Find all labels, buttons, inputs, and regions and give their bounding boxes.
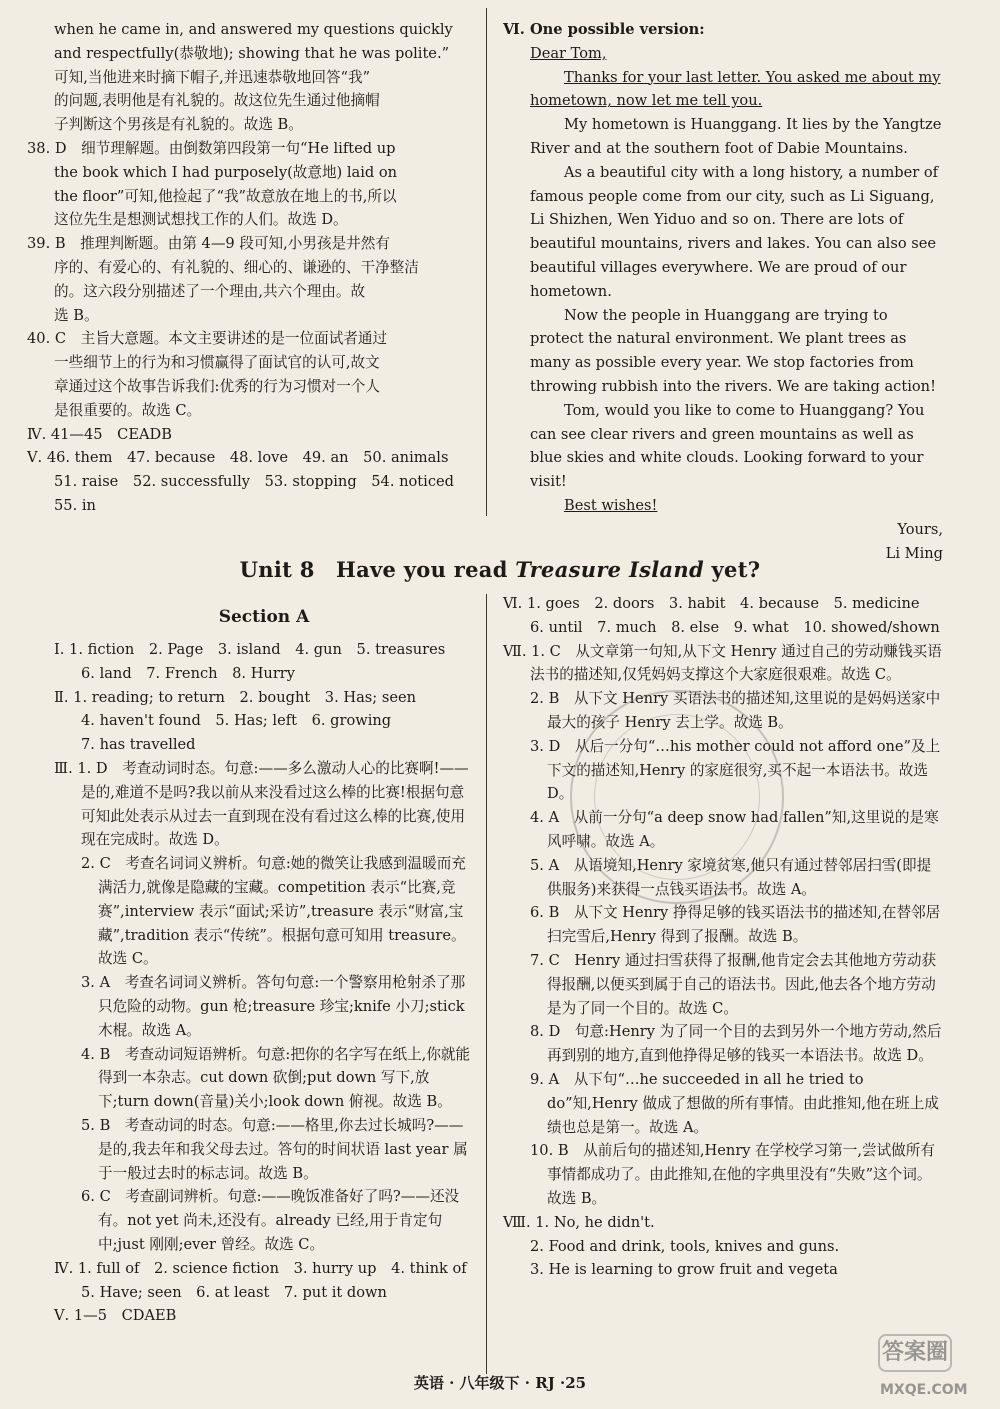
- text-line: 的。这六段分别描述了一个理由,共六个理由。故: [54, 282, 366, 300]
- unit-title: [0, 554, 1000, 584]
- answer-item: 4. A 从前一分句“a deep snow had fallen”知,这里说的是寒风呼啸。故选 A。: [530, 809, 939, 850]
- answer-item: 6. C 考查副词辨析。句意:——晚饭准备好了吗?——还没有。not yet 尚未,还没有。already 已经,用于肯定句中;just 刚刚;ever 曾经。故选 C。: [81, 1188, 460, 1253]
- site-watermark-url: MXQE.COM: [880, 1382, 968, 1398]
- answer-line: 6. until 7. much 8. else 9. what 10. showed/shown: [530, 618, 940, 636]
- answer-item: 7. C Henry 通过扫雪获得了报酬,他肯定会去其他地方劳动获得报酬,以便买到属于自己的语法书。因此,他去各个地方劳动是为了同一个目的。故选 C。: [530, 951, 937, 1017]
- answer-item: 5. A 从语境知,Henry 家境贫寒,他只有通过替邻居扫雪(即提供服务)来获得一点钱买语法书。故选 A。: [530, 856, 932, 898]
- answer-line: Ⅰ. 1. fiction 2. Page 3. island 4. gun 5. treasures: [54, 641, 446, 658]
- letter-paragraph-3: As a beautiful city with a long history, a number of famous people come from our city, such as Li Siguang, Li Shizhen, Wen Yiduo and so on. There are lots of beautiful mountains, rivers and lakes. You can also see beautiful villages everywhere. We are proud of our hometown.: [530, 163, 939, 300]
- letter-paragraph-4: Now the people in Huanggang are trying to protect the natural environment. We plant trees as many as possible every year. We stop factories from throwing rubbish into the rivers. We are taking action!: [530, 306, 936, 395]
- text-line: 一些细节上的行为和习惯赢得了面试官的认可,故文: [54, 354, 380, 372]
- text-line: and respectfully(恭敬地); showing that he was polite.”: [54, 44, 450, 62]
- section-a-left-column: [54, 638, 474, 1328]
- letter-paragraph-5: Tom, would you like to come to Huanggang? You can see clear rivers and green mountains as well as blue skies and white clouds. Looking forward to your visit!: [530, 401, 925, 491]
- answer-39: 39. B 推理判断题。由第 4—9 段可知,小男孩是井然有: [27, 235, 390, 253]
- text-line: the book which I had purposely(故意地) laid on: [54, 163, 398, 181]
- answer-item: 9. A 从下句“…he succeeded in all he tried to do”知,Henry 做成了想做的所有事情。由此推知,他在班上成绩也总是第一。故选 A。: [530, 1070, 939, 1136]
- section-a-right-column: [503, 592, 943, 1282]
- answer-38: 38. D 细节理解题。由倒数第四段第一句“He lifted up: [27, 139, 396, 157]
- sample-letter: [503, 18, 943, 565]
- text-line: 55. in: [54, 496, 96, 514]
- text-line: 的问题,表明他是有礼貌的。故这位先生通过他摘帽: [54, 92, 380, 110]
- answer-item: 8. D 句意:Henry 为了同一个目的去到另外一个地方劳动,然后再到别的地方,直到他挣得足够的钱买一本语法书。故选 D。: [530, 1023, 942, 1065]
- text-line: 序的、有爱心的、有礼貌的、细心的、谦逊的、干净整洁: [54, 258, 419, 276]
- section-v-answers: Ⅴ. 46. them 47. because 48. love 49. an 50. animals: [27, 449, 449, 467]
- answer-item: 5. B 考查动词的时态。句意:——格里,你去过长城吗?——是的,我去年和我父母去过。答句的时间状语 last year 属于一般过去时的标志词。故选 B。: [81, 1116, 468, 1182]
- text-line: 子判断这个男孩是有礼貌的。故选 B。: [54, 116, 303, 134]
- answer-item: 3. A 考查名词词义辨析。答句句意:一个警察用枪射杀了那只危险的动物。gun 枪;treasure 珍宝;knife 小刀;stick 木棍。故选 A。: [81, 974, 466, 1039]
- answer-item: 2. B 从下文 Henry 买语法书的描述知,这里说的是妈妈送家中最大的孩子 Henry 去上学。故选 B。: [530, 690, 941, 731]
- text-line: when he came in, and answered my questions quickly: [54, 21, 453, 38]
- letter-sign-yours: Yours,: [897, 520, 943, 538]
- answer-item: 6. B 从下文 Henry 挣得足够的钱买语法书的描述知,在替邻居扫完雪后,Henry 得到了报酬。故选 B。: [530, 904, 941, 946]
- answer-line: Ⅳ. 1. full of 2. science fiction 3. hurry up 4. think of: [54, 1259, 467, 1277]
- answer-item: 10. B 从前后句的描述知,Henry 在学校学习第一,尝试做所有事情都成功了。由此推知,在他的字典里没有“失败”这个词。故选 B。: [530, 1142, 935, 1207]
- answer-line: 5. Have; seen 6. at least 7. put it down: [81, 1283, 387, 1301]
- letter-signature: Li Ming: [885, 544, 943, 562]
- answer-40: 40. C 主旨大意题。本文主要讲述的是一位面试者通过: [27, 330, 388, 348]
- text-line: the floor”可知,他捡起了“我”故意放在地上的书,所以: [54, 187, 397, 205]
- letter-closing: Best wishes!: [564, 496, 658, 514]
- top-left-column: [27, 18, 474, 518]
- text-line: 这位先生是想测试想找工作的人们。故选 D。: [54, 211, 348, 229]
- section-title: Section A: [218, 607, 310, 627]
- answer-line: Ⅷ. 1. No, he didn't.: [503, 1213, 655, 1231]
- answer-line: 4. haven't found 5. Has; left 6. growing: [81, 712, 392, 730]
- column-divider-top: [486, 8, 487, 516]
- column-divider-bottom: [486, 594, 487, 1374]
- answer-item: Ⅶ. 1. C 从文章第一句知,从下文 Henry 通过自己的劳动赚钱买语法书的描述知,仅凭妈妈支撑这个大家庭很艰难。故选 C。: [503, 642, 942, 684]
- answer-line: 6. land 7. French 8. Hurry: [81, 664, 296, 682]
- unit-title-book: Treasure Island: [515, 557, 704, 582]
- letter-paragraph-2: My hometown is Huanggang. It lies by the Yangtze River and at the southern foot of Dabie Mountains.: [530, 116, 942, 157]
- answer-item: 3. D 从后一分句“…his mother could not afford one”及上下文的描述知,Henry 的家庭很穷,买不起一本语法书。故选 D。: [530, 737, 941, 803]
- answer-line: Ⅱ. 1. reading; to return 2. bought 3. Has; seen: [54, 688, 417, 706]
- answer-line: Ⅵ. 1. goes 2. doors 3. habit 4. because 5. medicine: [503, 595, 920, 612]
- section-iv-answers: Ⅳ. 41—45 CEADB: [27, 425, 172, 443]
- answer-item: 4. B 考查动词短语辨析。句意:把你的名字写在纸上,你就能得到一本杂志。cut down 砍倒;put down 写下,放下;turn down(音量)关小;look down 俯视。故选 B。: [81, 1045, 471, 1111]
- answer-line: 2. Food and drink, tools, knives and guns.: [530, 1237, 840, 1255]
- text-line: 章通过这个故事告诉我们:优秀的行为习惯对一个人: [54, 377, 380, 395]
- unit-title-suffix: yet?: [703, 557, 761, 582]
- page-footer: 英语 · 八年级下 · RJ ·25: [413, 1374, 587, 1392]
- unit-title-prefix: Unit 8 Have you read: [239, 557, 516, 582]
- answer-line: 7. has travelled: [81, 736, 196, 754]
- text-line: 可知,当他进来时摘下帽子,并迅速恭敬地回答“我”: [54, 68, 371, 86]
- letter-heading: Ⅵ. One possible version:: [503, 21, 705, 38]
- answer-line: 3. He is learning to grow fruit and vegeta: [530, 1261, 838, 1279]
- text-line: 选 B。: [54, 306, 99, 324]
- answer-item: 2. C 考查名词词义辨析。句意:她的微笑让我感到温暖而充满活力,就像是隐藏的宝藏。competition 表示“比赛,竞赛”,interview 表示“面试;采访”,treasure 表示“财富,宝藏”,tradition 表示“传统”。根据句意可知用 treasure。故选 C。: [81, 855, 466, 968]
- site-watermark-badge: 答案圈: [878, 1334, 952, 1372]
- answer-line: Ⅴ. 1—5 CDAEB: [54, 1307, 177, 1325]
- answer-item: Ⅲ. 1. D 考查动词时态。句意:——多么激动人心的比赛啊!——是的,难道不是吗?我以前从来没看过这么棒的比赛!根据句意可知此处表示从过去一直到现在没有看过这么棒的比赛,使用现在完成时。故选 D。: [54, 759, 469, 849]
- text-line: 51. raise 52. successfully 53. stopping 54. noticed: [54, 473, 454, 491]
- letter-greeting: Dear Tom,: [530, 44, 607, 62]
- text-line: 是很重要的。故选 C。: [54, 401, 202, 419]
- letter-paragraph-1: Thanks for your last letter. You asked me about my hometown, now let me tell you.: [530, 68, 941, 110]
